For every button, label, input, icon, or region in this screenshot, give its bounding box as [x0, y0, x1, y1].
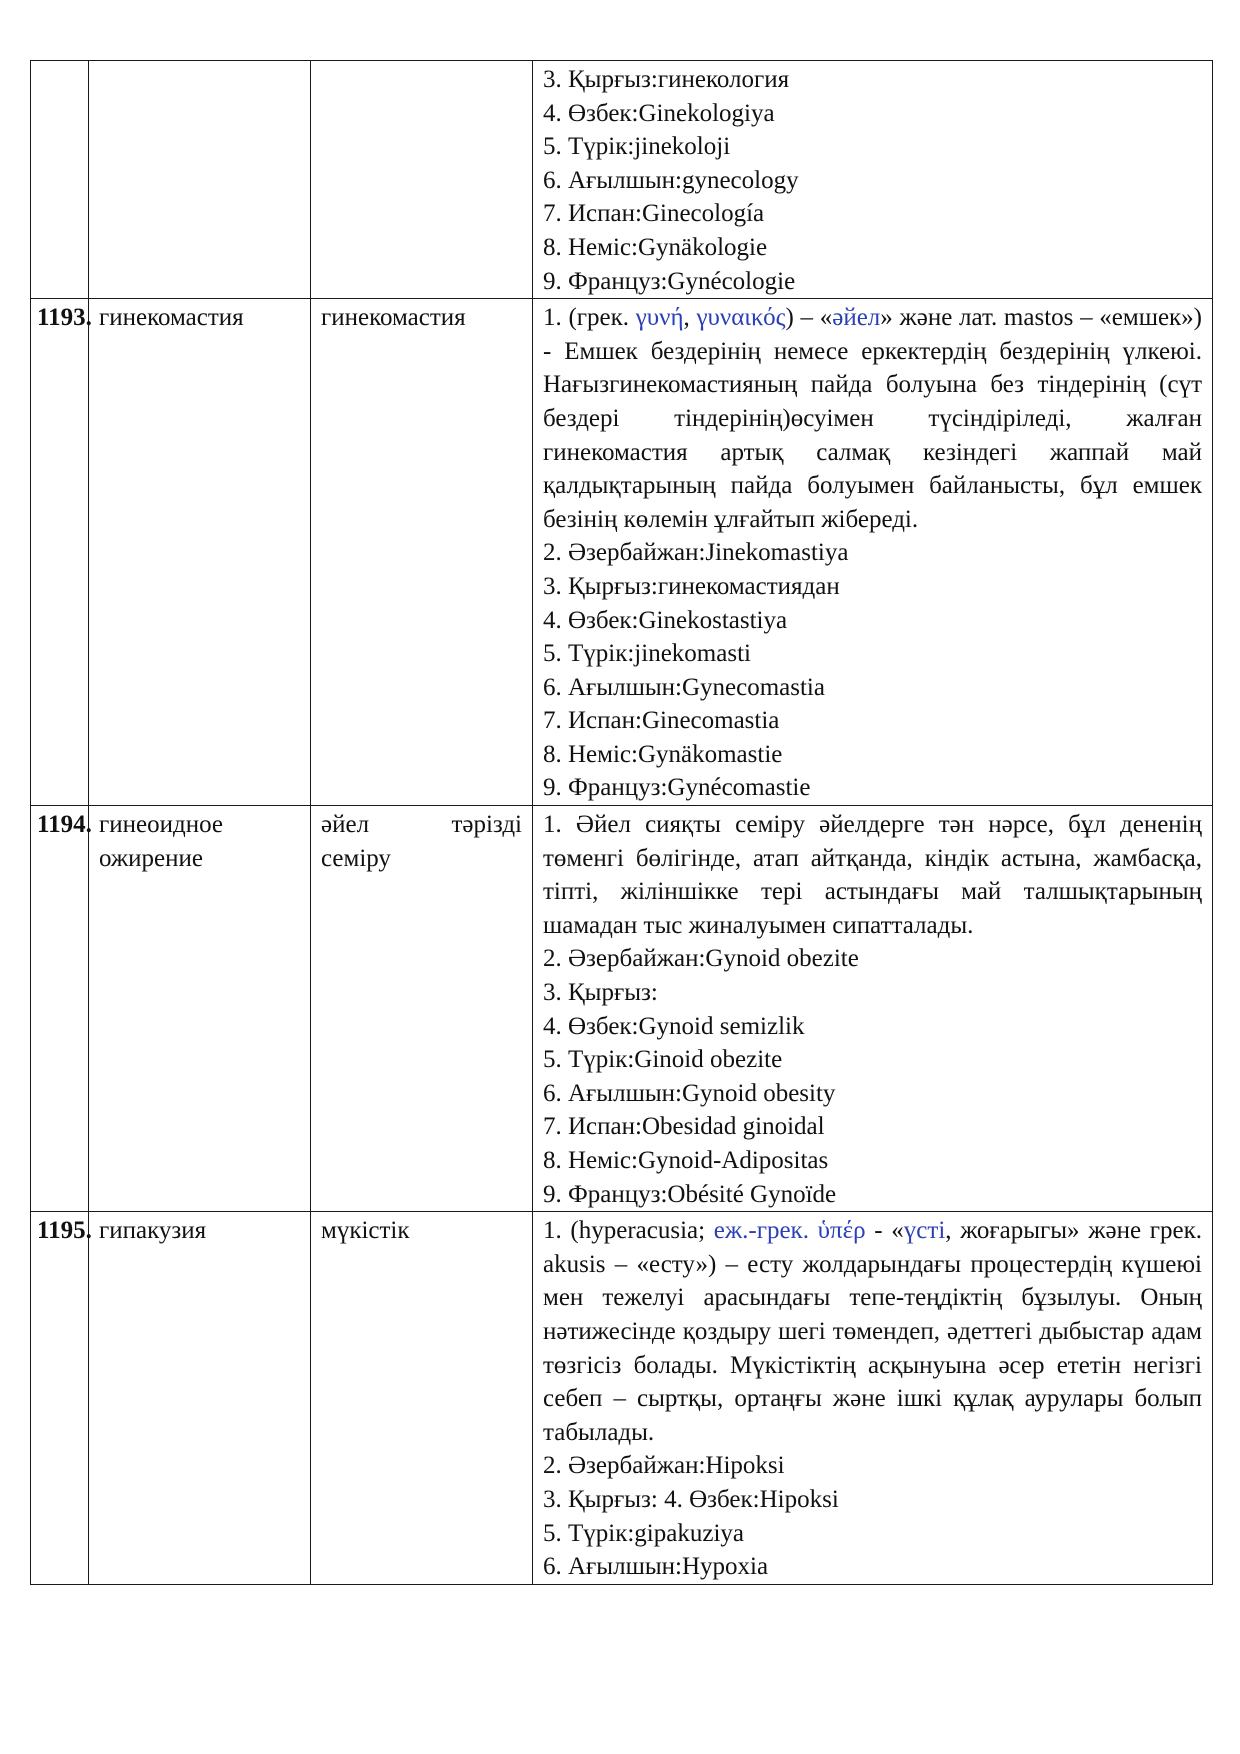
definition-prefix: 1. (грек. [543, 304, 636, 332]
definition-cell [533, 806, 1213, 1212]
translation-line: 6. Ағылшын:Gynecomastia [543, 673, 825, 701]
term-kazakh-line [321, 808, 522, 842]
definition-text [543, 1214, 1202, 1449]
translation-line: 3. Қырғыз: [543, 979, 658, 1007]
translation-line: 3. Қырғыз:гинекомастиядан [543, 572, 840, 600]
entry-number: 1195. [31, 1212, 89, 1585]
translation-line: 9. Француз:Obésité Gynoïde [543, 1180, 837, 1208]
translation-line: 5. Түрік:Ginoid obezite [543, 1046, 783, 1074]
translation-line: 8. Неміс:Gynäkologie [543, 233, 768, 261]
translation-line: 8. Неміс:Gynäkomastie [543, 740, 783, 768]
translation-line: 4. Өзбек:Ginekostastiya [543, 606, 788, 634]
translation-line: 2. Әзербайжан:Hipoksi [543, 1452, 785, 1480]
term-russian: гипакузия [89, 1212, 311, 1585]
dictionary-table [30, 60, 1213, 1585]
translation-line: 5. Түрік:jinekoloji [543, 133, 731, 161]
greek-word: γυναικός [696, 304, 786, 332]
entry-number: 1193. [31, 299, 89, 806]
table-row [31, 299, 1213, 806]
translation-line: 6. Ағылшын:gynecology [543, 166, 799, 194]
translation-line: 5. Түрік:gipakuziya [543, 1519, 744, 1547]
translation-line: 6. Ағылшын:Hypoxia [543, 1553, 769, 1581]
entry-number: 1194. [31, 806, 89, 1212]
definition-separator: , [683, 304, 697, 332]
table-row [31, 1212, 1213, 1585]
translation-line: 8. Неміс:Gynoid-Adipositas [543, 1147, 829, 1174]
term-kazakh: мүкістік [311, 1212, 533, 1585]
term-kazakh [311, 61, 533, 299]
term-russian-line: ожирение [99, 844, 203, 872]
term-russian-line: гинеоидное [99, 811, 223, 839]
translation-line: 4. Өзбек:Gynoid semizlik [543, 1012, 805, 1040]
meaning-word: үсті [903, 1217, 946, 1245]
definition-body: , жоғарыгы» және грек. akusis – «есту») – есту жолдарындағы процестердің күшеюі мен тежелуі арасындағы тепе-теңдіктің бұзылуы. Оның нәтижесінде қоздыру шегі төмендеп, әдеттегі дыбыстар адам төзгісіз болады. Мүкістіктің асқынуына әсер ететін негізгі себеп – сыртқы, ортаңғы және ішкі құлақ аурулары болып табылады. [543, 1217, 1202, 1446]
translation-line: 7. Испан:Ginecología [543, 200, 765, 228]
translation-line: 4. Өзбек:Ginekologiya [543, 99, 775, 127]
greek-word: γυνή [635, 304, 684, 332]
translation-line: 9. Француз:Gynécologie [543, 267, 796, 295]
translation-line: 3. Қырғыз: 4. Өзбек:Hipoksi [543, 1485, 839, 1513]
definition-text: 1. Әйел сияқты семіру әйелдерге тән нәрсе, бұл дененің төменгі бөлігінде, атап айтқанда, кіндік астына, жамбасқа, тіпті, жіліншікке тері астындағы май талшықтарының шамадан тыс жиналуымен сипатталады. [543, 811, 1202, 939]
term-kazakh-line: семіру [321, 844, 391, 872]
term-russian: гинекомастия [89, 299, 311, 806]
translation-line: 2. Әзербайжан:Jinekomastiya [543, 539, 849, 567]
term-kazakh-word: әйел [321, 811, 370, 839]
table-row [31, 61, 1213, 299]
translation-line: 7. Испан:Ginecomastia [543, 707, 780, 735]
term-russian [89, 806, 311, 1212]
translation-line: 9. Француз:Gynécomastie [543, 774, 811, 802]
definition-body: » және лат. mastos – «емшек») - Емшек бездерінің немесе еркектердің бездерінің үлкеюі. Нағызгинекомастияның пайда болуына без тіндерінің (сүт бездері тіндерінің)өсуімен түсіндіріледі, жалған гинекомастия артық салмақ кезіндегі жаппай май қалдықтарының пайда болуымен байланысты, бұл емшек безінің көлемін ұлғайтып жібереді. [543, 304, 1203, 533]
definition-cell [533, 299, 1213, 806]
definition-text [543, 301, 1202, 536]
definition-separator: - « [865, 1217, 904, 1245]
definition-separator: ) – « [785, 304, 833, 332]
entry-number [31, 61, 89, 299]
translation-line: 7. Испан:Obesidad ginoidal [543, 1113, 825, 1141]
definition-prefix: 1. (hyperacusia; [543, 1217, 714, 1245]
term-kazakh [311, 806, 533, 1212]
definition-cell [533, 61, 1213, 299]
meaning-word: әйел [832, 304, 881, 332]
table-row [31, 806, 1213, 1212]
term-kazakh-word: тәрізді [451, 811, 522, 839]
translation-line: 6. Ағылшын:Gynoid obesity [543, 1079, 836, 1107]
translation-line: 5. Түрік:jinekomasti [543, 640, 751, 668]
term-kazakh: гинекомастия [311, 299, 533, 806]
definition-cell [533, 1212, 1213, 1585]
translation-line: 2. Әзербайжан:Gynoid obezite [543, 945, 859, 973]
greek-word: еж.-грек. ὑπέρ [713, 1217, 866, 1245]
translation-line: 3. Қырғыз:гинекология [543, 66, 790, 93]
term-russian [89, 61, 311, 299]
